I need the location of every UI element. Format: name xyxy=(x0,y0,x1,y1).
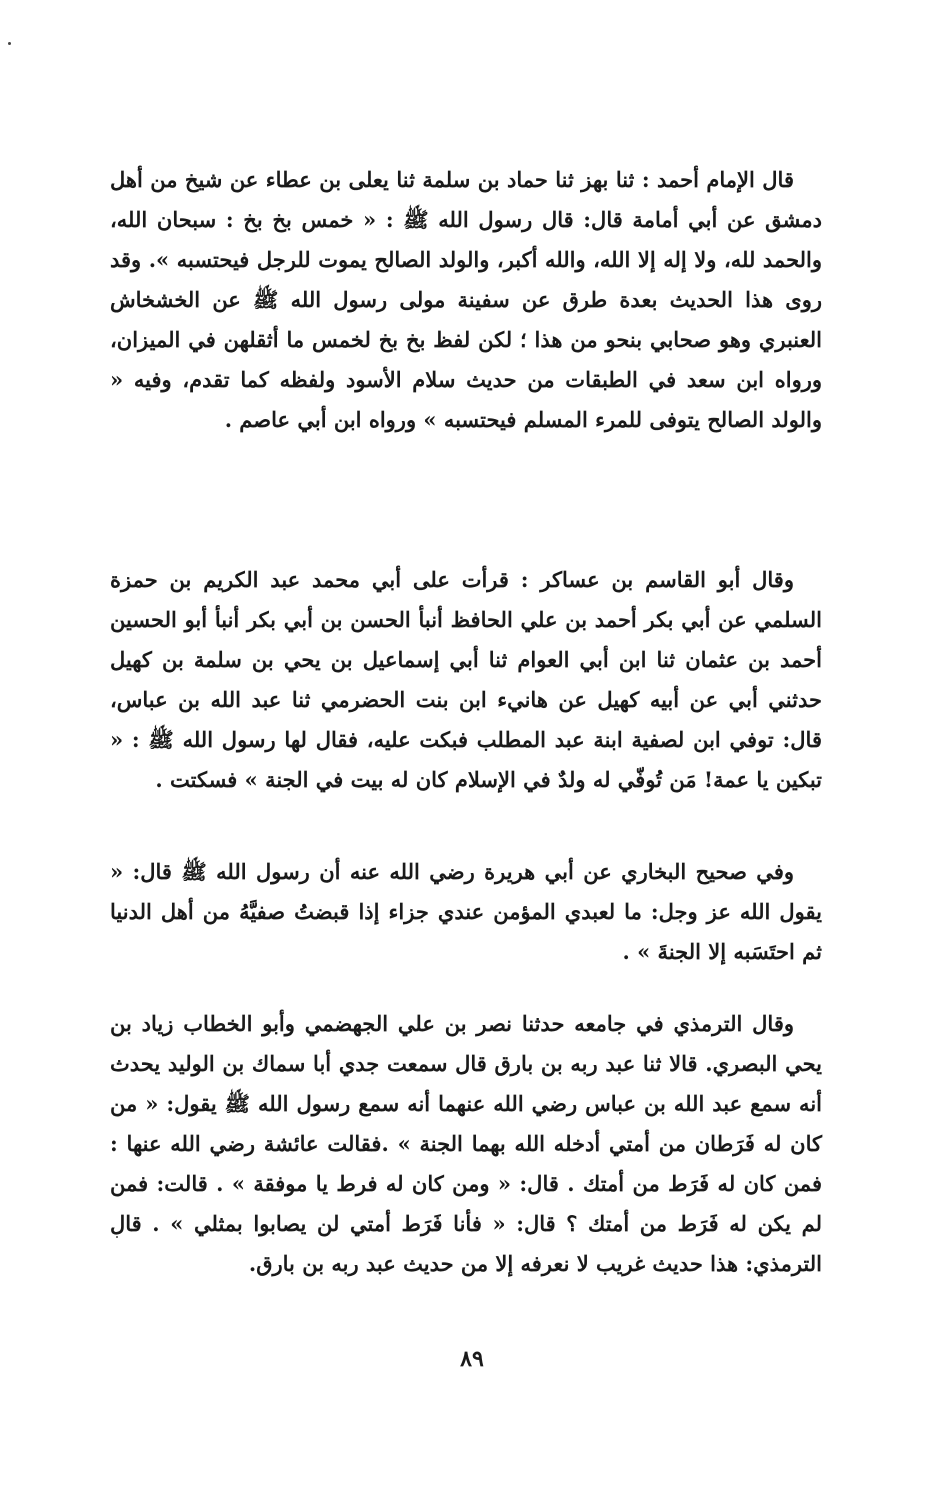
paragraph-text: وفي صحيح البخاري عن أبي هريرة رضي الله عنه أن رسول الله ﷺ قال: « يقول الله عز وجل: ما لعبدي المؤمن عندي جزاء إذا قبضتُ صفيَّهُ من أهل الدنيا ثم احتَسَبه إلا الجنةَ » . xyxy=(110,859,822,964)
paragraph-1 xyxy=(110,160,822,440)
paragraph-text: وقال الترمذي في جامعه حدثنا نصر بن علي الجهضمي وأبو الخطاب زياد بن يحي البصري. قالا ثنا عبد ربه بن بارق قال سمعت جدي أبا سماك بن الوليد يحدث أنه سمع عبد الله بن عباس رضي الله عنهما أنه سمع رسول الله ﷺ يقول: « من كان له فَرَطان من أمتي أدخله الله بهما الجنة » .فقالت عائشة رضي الله عنها : فمن كان له فَرَط من أمتك . قال: « ومن كان له فرط يا موفقة » . قالت: فمن لم يكن له فَرَط من أمتك ؟ قال: « فأنا فَرَط أمتي لن يصابوا بمثلي » . قال الترمذي: هذا حديث غريب لا نعرفه إلا من حديث عبد ربه بن بارق. xyxy=(110,1011,822,1276)
scan-speck xyxy=(8,42,11,45)
paragraph-2 xyxy=(110,560,822,800)
paragraph-3 xyxy=(110,852,822,972)
page-number: ٨٩ xyxy=(460,1346,484,1372)
paragraph-4 xyxy=(110,1004,822,1284)
paragraph-text: قال الإمام أحمد : ثنا بهز ثنا حماد بن سلمة ثنا يعلى بن عطاء عن شيخ من أهل دمشق عن أبي أمامة قال: قال رسول الله ﷺ : « خمس بخ بخ : سبحان الله، والحمد لله، ولا إله إلا الله، والله أكبر، والولد الصالح يموت للرجل فيحتسبه ». وقد روى هذا الحديث بعدة طرق عن سفينة مولى رسول الله ﷺ عن الخشخاش العنبري وهو صحابي بنحو من هذا ؛ لكن لفظ بخ بخ لخمس ما أثقلهن في الميزان، ورواه ابن سعد في الطبقات من حديث سلام الأسود ولفظه كما تقدم، وفيه « والولد الصالح يتوفى للمرء المسلم فيحتسبه » ورواه ابن أبي عاصم . xyxy=(110,167,822,432)
paragraph-text: وقال أبو القاسم بن عساكر : قرأت على أبي محمد عبد الكريم بن حمزة السلمي عن أبي بكر أحمد بن علي الحافظ أنبأ الحسن بن أبي بكر أنبأ أبو الحسين أحمد بن عثمان ثنا ابن أبي العوام ثنا أبي إسماعيل بن يحي بن سلمة بن كهيل حدثني أبي عن أبيه كهيل عن هانيء ابن بنت الحضرمي ثنا عبد الله بن عباس، قال: توفي ابن لصفية ابنة عبد المطلب فبكت عليه، فقال لها رسول الله ﷺ : « تبكين يا عمة! مَن تُوفّي له ولدٌ في الإسلام كان له بيت في الجنة » فسكتت . xyxy=(110,567,822,792)
